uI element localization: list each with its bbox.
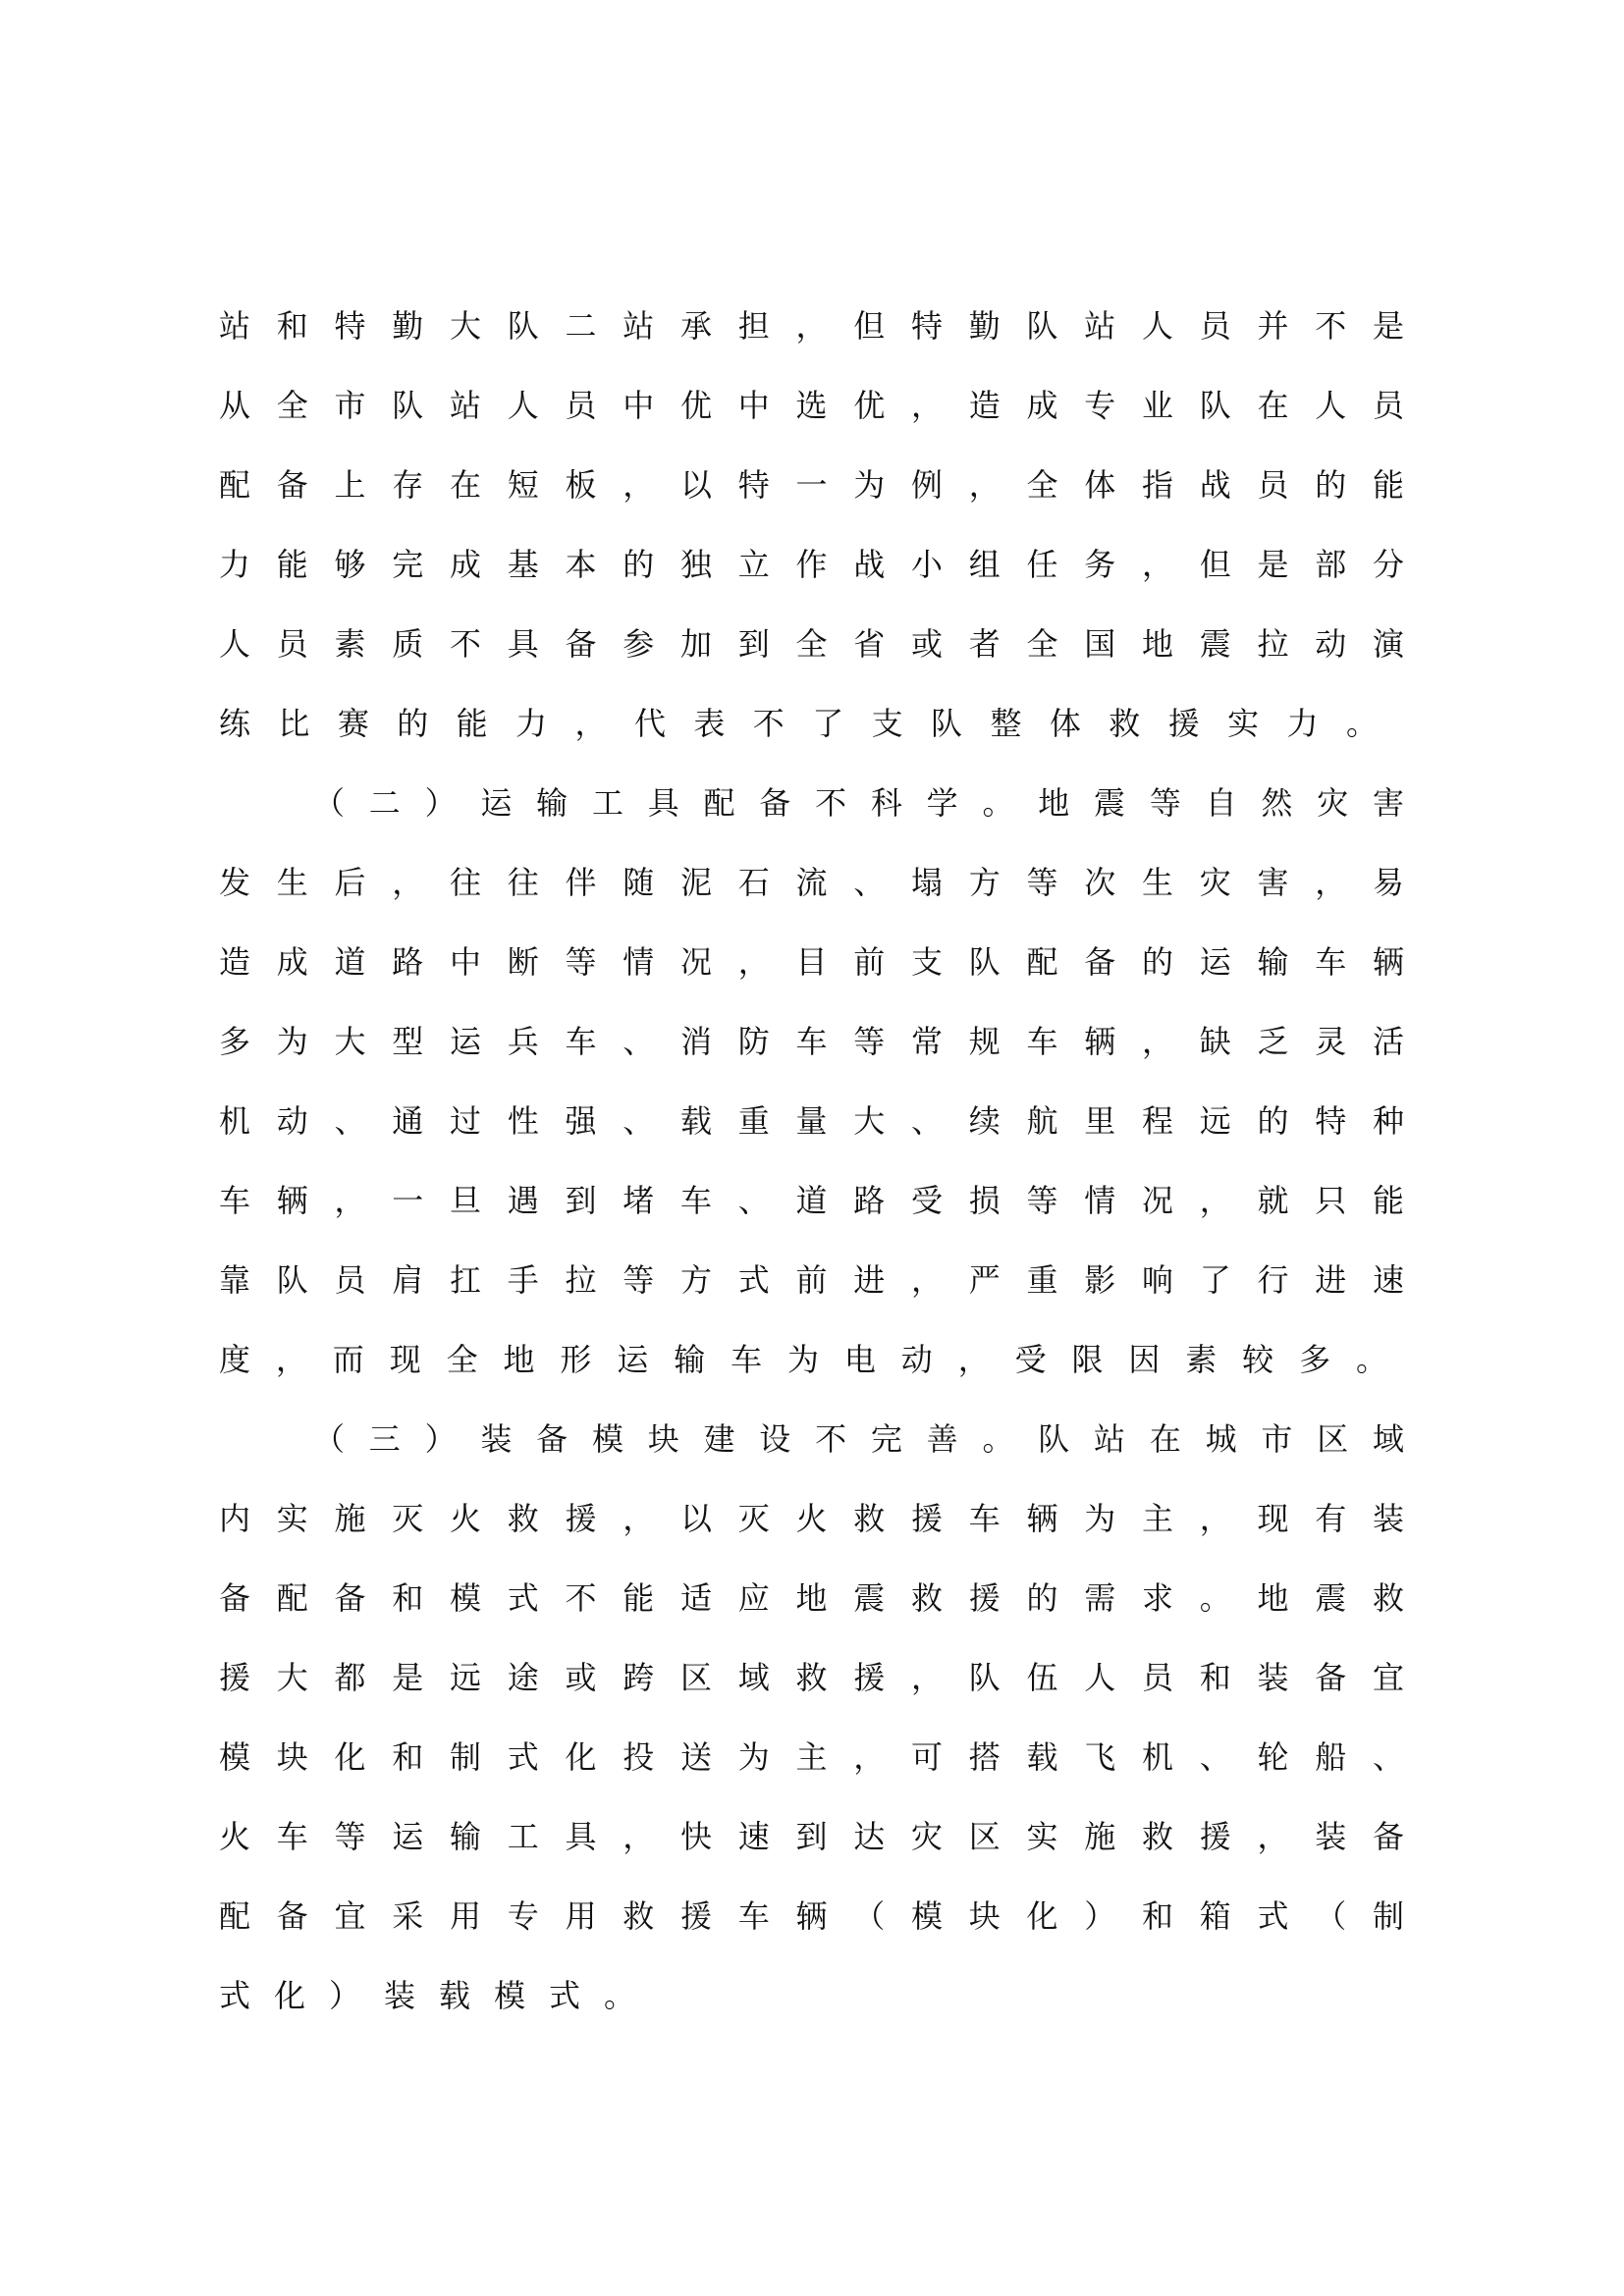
text-line: 站和特勤大队二站承担，但特勤队站人员并不是: [219, 307, 1404, 345]
paragraph-last-line: 式化）装载模式。: [219, 1977, 635, 2014]
text-line: 机动、通过性强、载重量大、续航里程远的特种: [219, 1102, 1404, 1140]
text-line: 援大都是远途或跨区域救援，队伍人员和装备宜: [219, 1659, 1404, 1696]
text-line: 从全市队站人员中优中选优，造成专业队在人员: [219, 387, 1404, 424]
text-line: 配备上存在短板，以特一为例，全体指战员的能: [219, 466, 1404, 504]
text-line: 内实施灭火救援，以灭火救援车辆为主，现有装: [219, 1500, 1404, 1537]
text-line: 靠队员肩扛手拉等方式前进，严重影响了行进速: [219, 1261, 1404, 1299]
section-heading-line: （二）运输工具配备不科学。地震等自然灾害: [313, 784, 1404, 822]
paragraph-last-line: 度，而现全地形运输车为电动，受限因素较多。: [219, 1341, 1387, 1378]
text-line: 造成道路中断等情况，目前支队配备的运输车辆: [219, 943, 1404, 981]
text-line: 多为大型运兵车、消防车等常规车辆，缺乏灵活: [219, 1023, 1404, 1060]
text-line: 模块化和制式化投送为主，可搭载飞机、轮船、: [219, 1738, 1404, 1776]
paragraph-last-line: 练比赛的能力，代表不了支队整体救援实力。: [219, 705, 1378, 742]
text-line: 配备宜采用专用救援车辆（模块化）和箱式（制: [219, 1897, 1404, 1935]
text-line: 车辆，一旦遇到堵车、道路受损等情况，就只能: [219, 1182, 1404, 1219]
text-line: 发生后，往往伴随泥石流、塌方等次生灾害，易: [219, 864, 1404, 901]
text-line: 备配备和模式不能适应地震救援的需求。地震救: [219, 1579, 1404, 1617]
section-heading-line: （三）装备模块建设不完善。队站在城市区域: [313, 1420, 1404, 1458]
text-line: 火车等运输工具，快速到达灾区实施救援，装备: [219, 1818, 1404, 1855]
text-line: 力能够完成基本的独立作战小组任务，但是部分: [219, 546, 1404, 583]
text-line: 人员素质不具备参加到全省或者全国地震拉动演: [219, 625, 1404, 663]
